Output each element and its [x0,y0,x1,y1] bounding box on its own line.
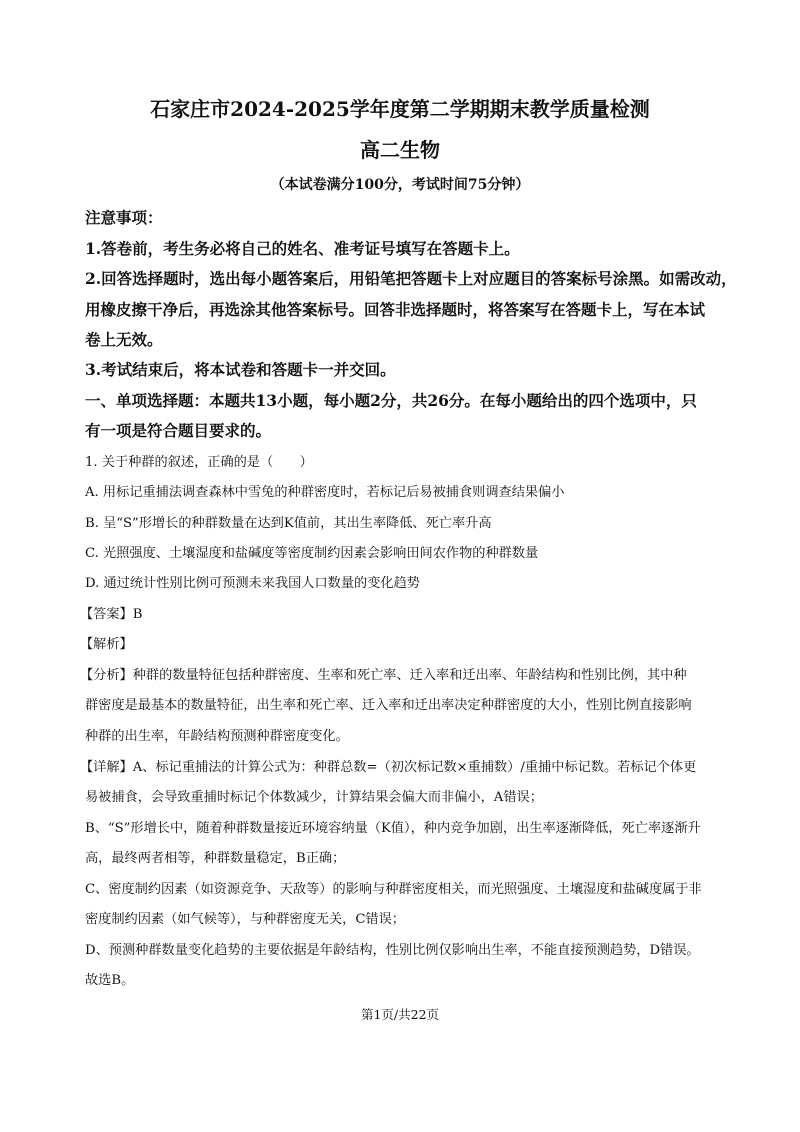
page-number: 第1页/共22页 [360,1007,440,1022]
instruction-item-2-line-3: 卷上无效。 [85,330,163,349]
xiangjie-line-7: D、预测种群数量变化趋势的主要依据是年龄结构，性别比例仅影响出生率，不能直接预测趋势，D错误。 [85,943,700,958]
option-c: C. 光照强度、土壤湿度和盐碱度等密度制约因素会影响田间农作物的种群数量 [85,546,539,561]
xiangjie-line-4: 高，最终两者相等，种群数量稳定，B正确； [85,851,346,866]
xiangjie-line-5: C、密度制约因素（如资源竞争、天敌等）的影响与种群密度相关，而光照强度、土壤湿度和盐碱度属于非 [85,882,702,897]
exam-subject: 高二生物 [360,138,440,162]
xiangjie-line-3: B、“S”形增长中，随着种群数量接近环境容纳量（K值），种内竞争加剧，出生率逐渐降低，死亡率逐渐升 [85,821,701,836]
option-a: A. 用标记重捕法调查森林中雪兔的种群密度时，若标记后易被捕食则调查结果偏小 [85,485,565,500]
fenxi-line-3: 种群的出生率，年龄结构预测种群密度变化。 [85,729,349,744]
fenxi-line-1: 【分析】种群的数量特征包括种群密度、生率和死亡率、迁入率和迁出率、年龄结构和性别比例，其中种 [80,668,687,683]
exam-note: （本试卷满分100分，考试时间75分钟） [270,177,530,193]
section-heading-line-1: 一、单项选择题：本题共13小题，每小题2分，共26分。在每小题给出的四个选项中，只 [85,391,697,410]
answer-label: 【答案】B [80,607,143,622]
analysis-label: 【解析】 [80,637,133,652]
question-stem: 1. 关于种群的叙述，正确的是（ ） [85,455,313,470]
conclusion: 故选B。 [85,973,135,988]
instruction-item-2-line-1: 2.回答选择题时，选出每小题答案后，用铅笔把答题卡上对应题目的答案标号涂黑。如需改动， [85,269,737,288]
xiangjie-line-2: 易被捕食，会导致重捕时标记个体数减少，计算结果会偏大而非偏小，A错误； [85,790,543,805]
fenxi-line-2: 群密度是最基本的数量特征，出生率和死亡率、迁入率和迁出率决定种群密度的大小，性别比例直接影响 [85,698,692,713]
xiangjie-line-1: 【详解】A、标记重捕法的计算公式为：种群总数=（初次标记数×重捕数）/重捕中标记数。若标记个体更 [80,760,697,775]
option-d: D. 通过统计性别比例可预测未来我国人口数量的变化趋势 [85,576,420,591]
option-b: B. 呈“S”形增长的种群数量在达到K值前，其出生率降低、死亡率升高 [85,516,492,531]
instruction-item-2-line-2: 用橡皮擦干净后，再选涂其他答案标号。回答非选择题时，将答案写在答题卡上，写在本试 [85,300,706,319]
instruction-item-3: 3.考试结束后，将本试卷和答题卡一并交回。 [85,360,396,379]
instruction-item-1: 1.答卷前，考生务必将自己的姓名、准考证号填写在答题卡上。 [85,239,520,258]
exam-title: 石家庄市2024-2025学年度第二学期期末教学质量检测 [150,97,650,121]
section-heading-line-2: 有一项是符合题目要求的。 [85,421,272,440]
instructions-heading: 注意事项： [85,208,163,227]
xiangjie-line-6: 密度制约因素（如气候等），与种群密度无关，C错误； [85,912,405,927]
